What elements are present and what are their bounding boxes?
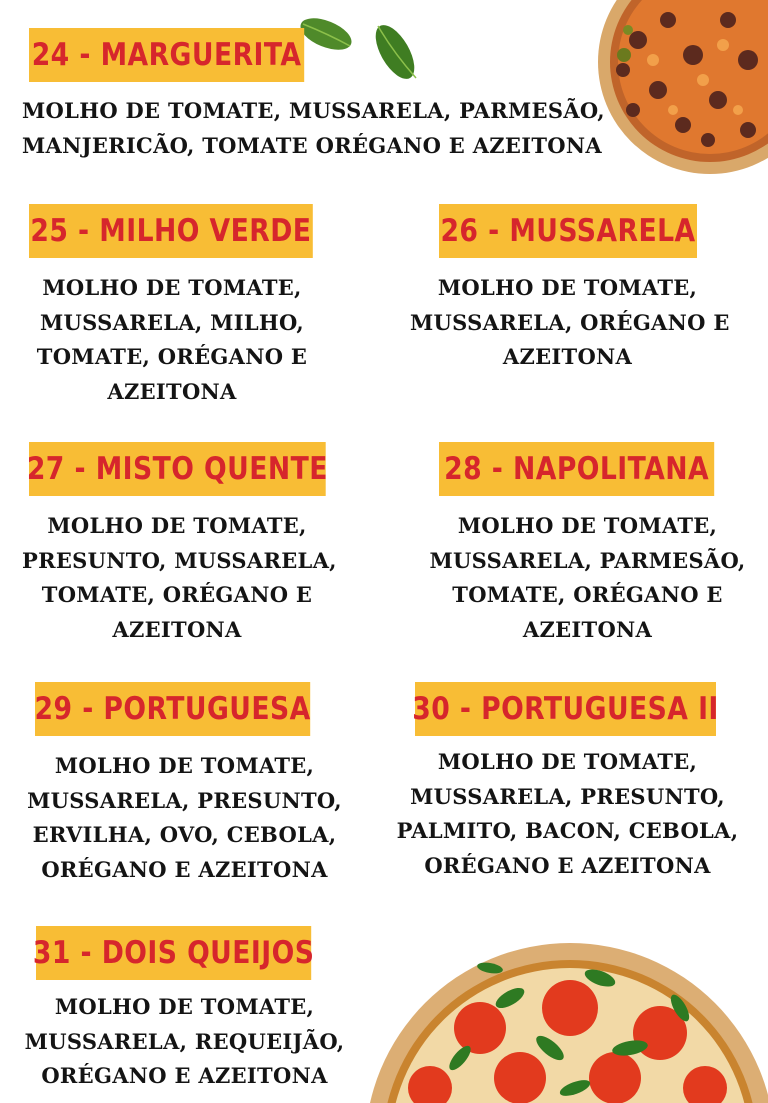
description-line: MUSSARELA, REQUEIJÃO, [24, 1028, 345, 1054]
description-line: AZEITONA [522, 616, 653, 642]
description-line: MUSSARELA, PRESUNTO, [27, 787, 342, 813]
pizza-title-29: 29 - PORTUGUESA [35, 682, 310, 736]
pizza-photo-top [598, 0, 768, 178]
description-line: TOMATE, ORÉGANO E [41, 582, 313, 607]
description-line: ERVILHA, OVO, CEBOLA, [32, 822, 337, 847]
pizza-description-27 [22, 509, 337, 647]
description-line: MOLHO DE TOMATE, [54, 994, 315, 1019]
description-line: MOLHO DE TOMATE, [437, 749, 698, 774]
description-line: AZEITONA [502, 344, 633, 369]
description-line: MUSSARELA, PARMESÃO, [429, 547, 746, 573]
description-line: MOLHO DE TOMATE, [54, 753, 315, 778]
basil-leaf-icon [298, 12, 428, 82]
description-line: ORÉGANO E AZEITONA [41, 856, 328, 882]
pizza-description-29 [22, 749, 347, 887]
pizza-title-31: 31 - DOIS QUEIJOS [36, 926, 311, 980]
description-line: AZEITONA [112, 616, 242, 642]
description-line: MOLHO DE TOMATE, [47, 513, 307, 538]
pizza-title-28: 28 - NAPOLITANA [439, 442, 714, 496]
pizza-title-24: 24 - MARGUERITA [29, 28, 304, 82]
pizza-description-24 [22, 94, 622, 163]
description-line: AZEITONA [107, 378, 237, 404]
pizza-title-25: 25 - MILHO VERDE [29, 204, 313, 258]
description-line: ORÉGANO E AZEITONA [424, 852, 711, 878]
description-line: MANJERICÃO, TOMATE ORÉGANO E AZEITONA [22, 132, 602, 158]
pizza-description-26 [410, 271, 730, 375]
description-line: MUSSARELA, MILHO, [39, 309, 304, 335]
description-line: PRESUNTO, MUSSARELA, [22, 547, 337, 573]
pizza-title-30: 30 - PORTUGUESA II [415, 682, 716, 736]
description-line: TOMATE, ORÉGANO E [452, 582, 723, 607]
description-line: ORÉGANO E AZEITONA [41, 1063, 328, 1088]
description-line: MUSSARELA, PRESUNTO, [410, 783, 725, 809]
pizza-photo-bottom [360, 938, 768, 1103]
description-line: TOMATE, ORÉGANO E [36, 344, 308, 369]
description-line: MOLHO DE TOMATE, [457, 513, 718, 538]
description-line: PALMITO, BACON, CEBOLA, [396, 818, 739, 843]
description-line: MUSSARELA, ORÉGANO E [410, 309, 730, 335]
pizza-title-26: 26 - MUSSARELA [439, 204, 697, 258]
description-line: MOLHO DE TOMATE, [42, 275, 302, 300]
description-line: MOLHO DE TOMATE, MUSSARELA, PARMESÃO, [22, 98, 605, 123]
pizza-description-25 [22, 271, 322, 409]
pizza-description-31 [22, 990, 347, 1094]
pizza-title-27: 27 - MISTO QUENTE [29, 442, 326, 496]
pizza-description-28 [425, 509, 750, 647]
description-line: MOLHO DE TOMATE, [437, 275, 698, 300]
pizza-description-30 [395, 745, 740, 883]
